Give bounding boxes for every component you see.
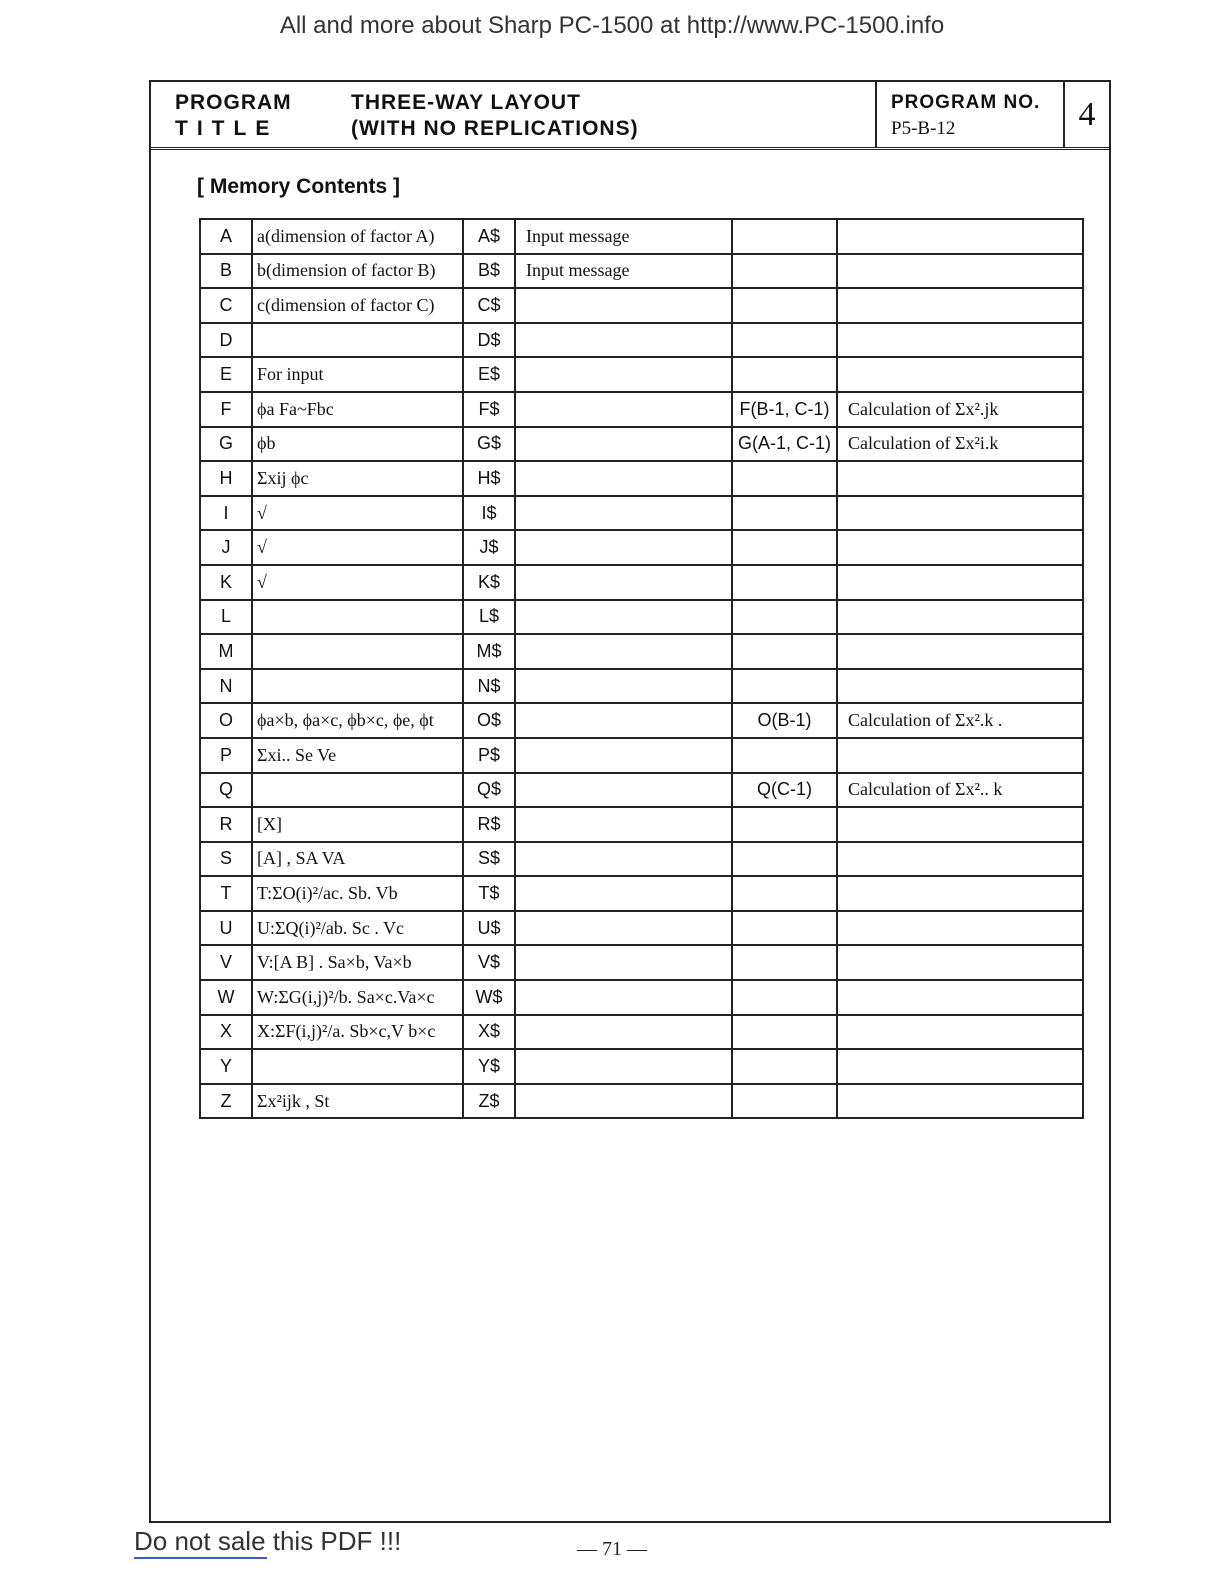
table-row bbox=[200, 1084, 1083, 1119]
string-use-cell bbox=[515, 496, 732, 531]
var-use-cell: U:ΣQ(i)²/ab. Sc . Vc bbox=[252, 911, 463, 946]
string-var-cell: P$ bbox=[463, 738, 515, 773]
string-use-cell: Input message bbox=[515, 219, 732, 254]
string-var-cell: G$ bbox=[463, 427, 515, 462]
array-var-cell bbox=[732, 496, 837, 531]
array-var-cell bbox=[732, 980, 837, 1015]
program-number-box bbox=[875, 82, 1063, 147]
array-use-cell bbox=[837, 842, 1083, 877]
var-use-cell: a(dimension of factor A) bbox=[252, 219, 463, 254]
var-use-cell: Σxij ϕc bbox=[252, 461, 463, 496]
table-row bbox=[200, 288, 1083, 323]
program-title-line-1: THREE-WAY LAYOUT bbox=[351, 91, 581, 114]
program-title-label bbox=[175, 90, 292, 142]
string-var-cell: E$ bbox=[463, 357, 515, 392]
array-var-cell bbox=[732, 842, 837, 877]
table-row bbox=[200, 323, 1083, 358]
array-var-cell bbox=[732, 669, 837, 704]
array-use-cell bbox=[837, 945, 1083, 980]
table-row bbox=[200, 842, 1083, 877]
table-row bbox=[200, 496, 1083, 531]
array-use-cell: Calculation of Σx².. k bbox=[837, 773, 1083, 808]
array-use-cell bbox=[837, 669, 1083, 704]
array-var-cell: F(B-1, C-1) bbox=[732, 392, 837, 427]
var-use-cell bbox=[252, 773, 463, 808]
string-var-cell: W$ bbox=[463, 980, 515, 1015]
title-label: TITLE bbox=[175, 117, 279, 140]
table-row bbox=[200, 669, 1083, 704]
string-var-cell: I$ bbox=[463, 496, 515, 531]
program-sheet bbox=[149, 80, 1111, 1523]
var-use-cell: c(dimension of factor C) bbox=[252, 288, 463, 323]
var-cell: B bbox=[200, 254, 252, 289]
string-use-cell: Input message bbox=[515, 254, 732, 289]
array-use-cell bbox=[837, 565, 1083, 600]
array-var-cell: O(B-1) bbox=[732, 703, 837, 738]
page-tag: 4 bbox=[1063, 82, 1109, 147]
array-var-cell bbox=[732, 219, 837, 254]
array-var-cell bbox=[732, 323, 837, 358]
table-row bbox=[200, 911, 1083, 946]
string-var-cell: H$ bbox=[463, 461, 515, 496]
string-var-cell: U$ bbox=[463, 911, 515, 946]
table-row bbox=[200, 738, 1083, 773]
var-use-cell: √ bbox=[252, 530, 463, 565]
table-row bbox=[200, 1015, 1083, 1050]
string-var-cell: V$ bbox=[463, 945, 515, 980]
string-var-cell: D$ bbox=[463, 323, 515, 358]
table-row bbox=[200, 807, 1083, 842]
var-cell: U bbox=[200, 911, 252, 946]
string-use-cell bbox=[515, 288, 732, 323]
program-header bbox=[151, 82, 1109, 150]
array-use-cell bbox=[837, 1015, 1083, 1050]
string-var-cell: F$ bbox=[463, 392, 515, 427]
array-use-cell bbox=[837, 323, 1083, 358]
string-var-cell: J$ bbox=[463, 530, 515, 565]
var-cell: T bbox=[200, 876, 252, 911]
string-use-cell bbox=[515, 773, 732, 808]
array-var-cell bbox=[732, 461, 837, 496]
program-number-label: PROGRAM NO. bbox=[891, 92, 1041, 113]
array-var-cell bbox=[732, 600, 837, 635]
var-cell: Y bbox=[200, 1049, 252, 1084]
array-use-cell bbox=[837, 219, 1083, 254]
table-row bbox=[200, 357, 1083, 392]
var-cell: M bbox=[200, 634, 252, 669]
string-use-cell bbox=[515, 357, 732, 392]
program-number-value: P5-B-12 bbox=[891, 118, 956, 139]
string-var-cell: B$ bbox=[463, 254, 515, 289]
var-cell: H bbox=[200, 461, 252, 496]
var-cell: A bbox=[200, 219, 252, 254]
string-use-cell bbox=[515, 911, 732, 946]
string-use-cell bbox=[515, 842, 732, 877]
string-use-cell bbox=[515, 945, 732, 980]
var-cell: F bbox=[200, 392, 252, 427]
var-cell: D bbox=[200, 323, 252, 358]
array-use-cell: Calculation of Σx².k . bbox=[837, 703, 1083, 738]
array-use-cell bbox=[837, 980, 1083, 1015]
var-cell: Z bbox=[200, 1084, 252, 1119]
array-use-cell bbox=[837, 876, 1083, 911]
var-use-cell: [A] , SA VA bbox=[252, 842, 463, 877]
array-var-cell bbox=[732, 357, 837, 392]
string-use-cell bbox=[515, 1015, 732, 1050]
string-use-cell bbox=[515, 530, 732, 565]
string-var-cell: T$ bbox=[463, 876, 515, 911]
var-cell: S bbox=[200, 842, 252, 877]
var-use-cell: ϕa×b, ϕa×c, ϕb×c, ϕe, ϕt bbox=[252, 703, 463, 738]
string-use-cell bbox=[515, 1084, 732, 1119]
string-use-cell bbox=[515, 1049, 732, 1084]
var-cell: P bbox=[200, 738, 252, 773]
table-row bbox=[200, 254, 1083, 289]
string-var-cell: L$ bbox=[463, 600, 515, 635]
array-var-cell bbox=[732, 1049, 837, 1084]
string-use-cell bbox=[515, 323, 732, 358]
table-row bbox=[200, 980, 1083, 1015]
var-cell: K bbox=[200, 565, 252, 600]
var-use-cell: √ bbox=[252, 496, 463, 531]
array-var-cell bbox=[732, 254, 837, 289]
array-use-cell bbox=[837, 496, 1083, 531]
var-use-cell: T:ΣO(i)²/ac. Sb. Vb bbox=[252, 876, 463, 911]
var-use-cell: ϕa Fa~Fbc bbox=[252, 392, 463, 427]
array-use-cell bbox=[837, 1084, 1083, 1119]
string-use-cell bbox=[515, 392, 732, 427]
array-var-cell bbox=[732, 288, 837, 323]
var-cell: N bbox=[200, 669, 252, 704]
program-label: PROGRAM bbox=[175, 91, 292, 114]
var-cell: I bbox=[200, 496, 252, 531]
array-use-cell: Calculation of Σx²i.k bbox=[837, 427, 1083, 462]
string-var-cell: Y$ bbox=[463, 1049, 515, 1084]
string-var-cell: X$ bbox=[463, 1015, 515, 1050]
array-use-cell bbox=[837, 600, 1083, 635]
array-use-cell bbox=[837, 634, 1083, 669]
string-var-cell: S$ bbox=[463, 842, 515, 877]
string-var-cell: O$ bbox=[463, 703, 515, 738]
var-use-cell bbox=[252, 669, 463, 704]
string-var-cell: Z$ bbox=[463, 1084, 515, 1119]
page-number: — 71 — bbox=[577, 1538, 647, 1560]
array-use-cell bbox=[837, 738, 1083, 773]
var-cell: L bbox=[200, 600, 252, 635]
table-row bbox=[200, 703, 1083, 738]
var-cell: O bbox=[200, 703, 252, 738]
var-cell: G bbox=[200, 427, 252, 462]
array-use-cell bbox=[837, 357, 1083, 392]
table-row bbox=[200, 219, 1083, 254]
table-row bbox=[200, 773, 1083, 808]
var-use-cell: For input bbox=[252, 357, 463, 392]
var-cell: W bbox=[200, 980, 252, 1015]
string-use-cell bbox=[515, 565, 732, 600]
table-row bbox=[200, 427, 1083, 462]
string-var-cell: C$ bbox=[463, 288, 515, 323]
var-use-cell: Σxi.. Se Ve bbox=[252, 738, 463, 773]
string-use-cell bbox=[515, 669, 732, 704]
var-use-cell: Σx²ijk , St bbox=[252, 1084, 463, 1119]
array-var-cell: Q(C-1) bbox=[732, 773, 837, 808]
array-use-cell bbox=[837, 288, 1083, 323]
table-row bbox=[200, 565, 1083, 600]
table-row bbox=[200, 876, 1083, 911]
table-row bbox=[200, 461, 1083, 496]
array-var-cell bbox=[732, 911, 837, 946]
table-row bbox=[200, 530, 1083, 565]
array-use-cell bbox=[837, 911, 1083, 946]
source-banner: All and more about Sharp PC-1500 at http://www.PC-1500.info bbox=[279, 12, 945, 39]
var-use-cell: b(dimension of factor B) bbox=[252, 254, 463, 289]
string-use-cell bbox=[515, 738, 732, 773]
var-cell: J bbox=[200, 530, 252, 565]
string-var-cell: N$ bbox=[463, 669, 515, 704]
string-var-cell: A$ bbox=[463, 219, 515, 254]
array-var-cell bbox=[732, 565, 837, 600]
memory-contents-table bbox=[199, 218, 1084, 1119]
array-use-cell bbox=[837, 254, 1083, 289]
memory-table-body bbox=[200, 219, 1083, 1118]
string-use-cell bbox=[515, 807, 732, 842]
var-cell: Q bbox=[200, 773, 252, 808]
array-use-cell bbox=[837, 461, 1083, 496]
var-cell: R bbox=[200, 807, 252, 842]
array-var-cell bbox=[732, 807, 837, 842]
string-use-cell bbox=[515, 980, 732, 1015]
var-use-cell bbox=[252, 1049, 463, 1084]
string-var-cell: Q$ bbox=[463, 773, 515, 808]
array-use-cell bbox=[837, 530, 1083, 565]
var-cell: X bbox=[200, 1015, 252, 1050]
var-cell: E bbox=[200, 357, 252, 392]
array-use-cell bbox=[837, 1049, 1083, 1084]
array-var-cell bbox=[732, 1015, 837, 1050]
string-use-cell bbox=[515, 461, 732, 496]
array-var-cell bbox=[732, 738, 837, 773]
string-use-cell bbox=[515, 600, 732, 635]
array-var-cell bbox=[732, 876, 837, 911]
var-use-cell: √ bbox=[252, 565, 463, 600]
var-use-cell bbox=[252, 323, 463, 358]
string-var-cell: K$ bbox=[463, 565, 515, 600]
string-var-cell: R$ bbox=[463, 807, 515, 842]
string-use-cell bbox=[515, 876, 732, 911]
var-cell: C bbox=[200, 288, 252, 323]
string-use-cell bbox=[515, 703, 732, 738]
var-use-cell: V:[A B] . Sa×b, Va×b bbox=[252, 945, 463, 980]
section-title: [ Memory Contents ] bbox=[197, 175, 401, 198]
array-var-cell bbox=[732, 1084, 837, 1119]
array-var-cell bbox=[732, 530, 837, 565]
program-title bbox=[351, 90, 639, 142]
var-use-cell bbox=[252, 600, 463, 635]
table-row bbox=[200, 945, 1083, 980]
footer-note-text: Do not sale this PDF !!! bbox=[134, 1526, 402, 1556]
table-row bbox=[200, 600, 1083, 635]
var-use-cell: W:ΣG(i,j)²/b. Sa×c.Va×c bbox=[252, 980, 463, 1015]
table-row bbox=[200, 392, 1083, 427]
array-var-cell: G(A-1, C-1) bbox=[732, 427, 837, 462]
var-use-cell bbox=[252, 634, 463, 669]
array-var-cell bbox=[732, 945, 837, 980]
string-use-cell bbox=[515, 634, 732, 669]
var-use-cell: [X] bbox=[252, 807, 463, 842]
var-cell: V bbox=[200, 945, 252, 980]
program-title-line-2: (WITH NO REPLICATIONS) bbox=[351, 117, 639, 140]
string-use-cell bbox=[515, 427, 732, 462]
array-use-cell bbox=[837, 807, 1083, 842]
table-row bbox=[200, 634, 1083, 669]
var-use-cell: X:ΣF(i,j)²/a. Sb×c,V b×c bbox=[252, 1015, 463, 1050]
array-use-cell: Calculation of Σx².jk bbox=[837, 392, 1083, 427]
array-var-cell bbox=[732, 634, 837, 669]
var-use-cell: ϕb bbox=[252, 427, 463, 462]
table-row bbox=[200, 1049, 1083, 1084]
string-var-cell: M$ bbox=[463, 634, 515, 669]
